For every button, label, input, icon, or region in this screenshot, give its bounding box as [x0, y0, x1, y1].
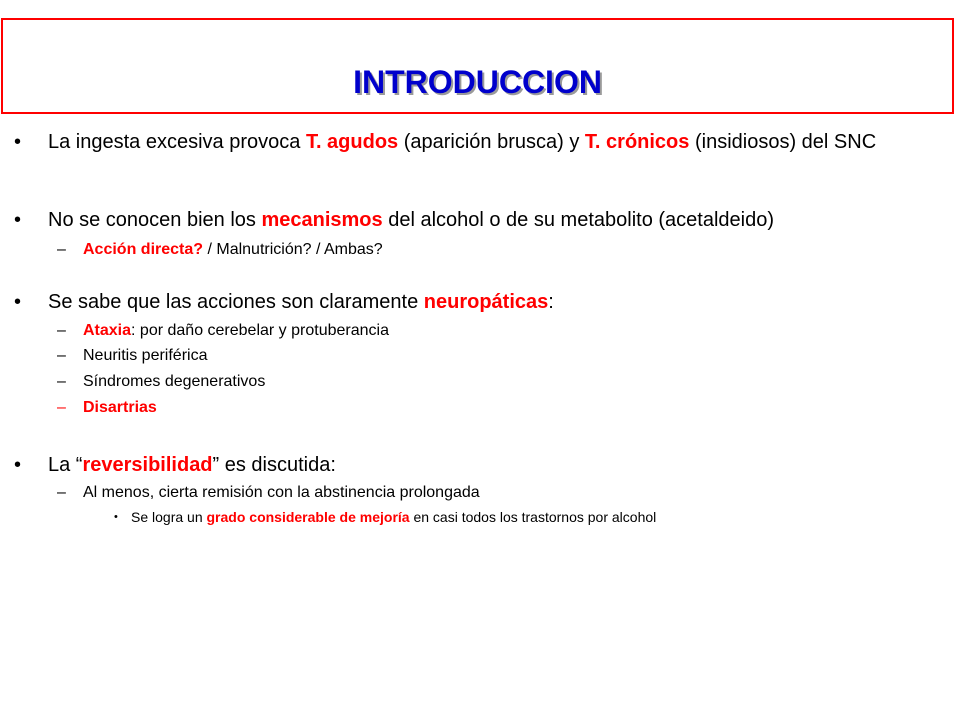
- bullet-4-subitem-1: [57, 484, 943, 502]
- bullet-3-subitem-4: [57, 399, 943, 417]
- bullet-2-text-b: del alcohol o de su metabolito (acetaldeido): [382, 209, 774, 231]
- dash-icon: –: [57, 347, 66, 364]
- bullet-1-text-a: La ingesta excesiva provoca: [48, 131, 306, 153]
- bullet-1-text-c: (insidiosos) del SNC: [689, 131, 877, 153]
- bullet-3-sub-1-text: : por daño cerebelar y protuberancia: [131, 322, 389, 339]
- bullet-icon: •: [14, 454, 22, 476]
- bullet-item-4: [14, 454, 953, 476]
- bullet-2-text-a: No se conocen bien los: [48, 209, 262, 231]
- bullet-1-highlight-chronic: T. crónicos: [584, 131, 690, 153]
- bullet-4-subsubitem-1: [114, 509, 951, 525]
- bullet-3-sub-1-highlight: Ataxia: [83, 322, 132, 339]
- dash-icon: –: [57, 399, 66, 416]
- dash-icon: –: [57, 241, 66, 258]
- bullet-2-sub-highlight: Acción directa?: [83, 241, 204, 258]
- dash-icon: –: [57, 484, 66, 501]
- bullet-3-text-a: Se sabe que las acciones son claramente: [48, 291, 424, 313]
- dash-icon: –: [57, 322, 66, 339]
- slide-title: INTRODUCCION: [353, 64, 602, 100]
- bullet-item-1: [14, 131, 953, 153]
- bullet-3-sub-2-text: Neuritis periférica: [83, 347, 208, 364]
- bullet-3-sub-4-highlight: Disartrias: [83, 399, 157, 416]
- bullet-4-text-a: La “: [48, 454, 83, 476]
- bullet-3-sub-3-text: Síndromes degenerativos: [83, 373, 266, 390]
- bullet-3-subitem-2: [57, 347, 943, 365]
- bullet-item-3: [14, 291, 953, 313]
- bullet-1-text-b: (aparición brusca) y: [398, 131, 585, 153]
- bullet-icon: •: [14, 209, 22, 231]
- bullet-3-subitem-1: [57, 322, 943, 340]
- bullet-2-subitem-1: [57, 241, 943, 259]
- bullet-4-text-b: ” es discutida:: [212, 454, 336, 476]
- bullet-4-sub-text: Al menos, cierta remisión con la abstinencia prolongada: [83, 484, 480, 501]
- bullet-3-text-b: :: [548, 291, 554, 313]
- bullet-2-highlight-mechanisms: mecanismos: [261, 209, 383, 231]
- bullet-1-highlight-acute: T. agudos: [305, 131, 399, 153]
- dash-icon: –: [57, 373, 66, 390]
- bullet-item-2: [14, 209, 953, 231]
- bullet-2-sub-text: / Malnutrición? / Ambas?: [203, 241, 383, 258]
- bullet-4-subsub-highlight: grado considerable de mejoría: [206, 509, 410, 525]
- bullet-3-subitem-3: [57, 373, 943, 391]
- bullet-icon: •: [14, 291, 22, 313]
- bullet-4-highlight-reversibility: reversibilidad: [82, 454, 213, 476]
- bullet-4-subsub-text-a: Se logra un: [131, 509, 207, 525]
- bullet-icon: •: [14, 131, 22, 153]
- bullet-4-subsub-text-b: en casi todos los trastornos por alcohol: [409, 509, 657, 525]
- bullet-3-highlight-neuropathic: neuropáticas: [423, 291, 549, 313]
- bullet-icon: •: [114, 511, 118, 523]
